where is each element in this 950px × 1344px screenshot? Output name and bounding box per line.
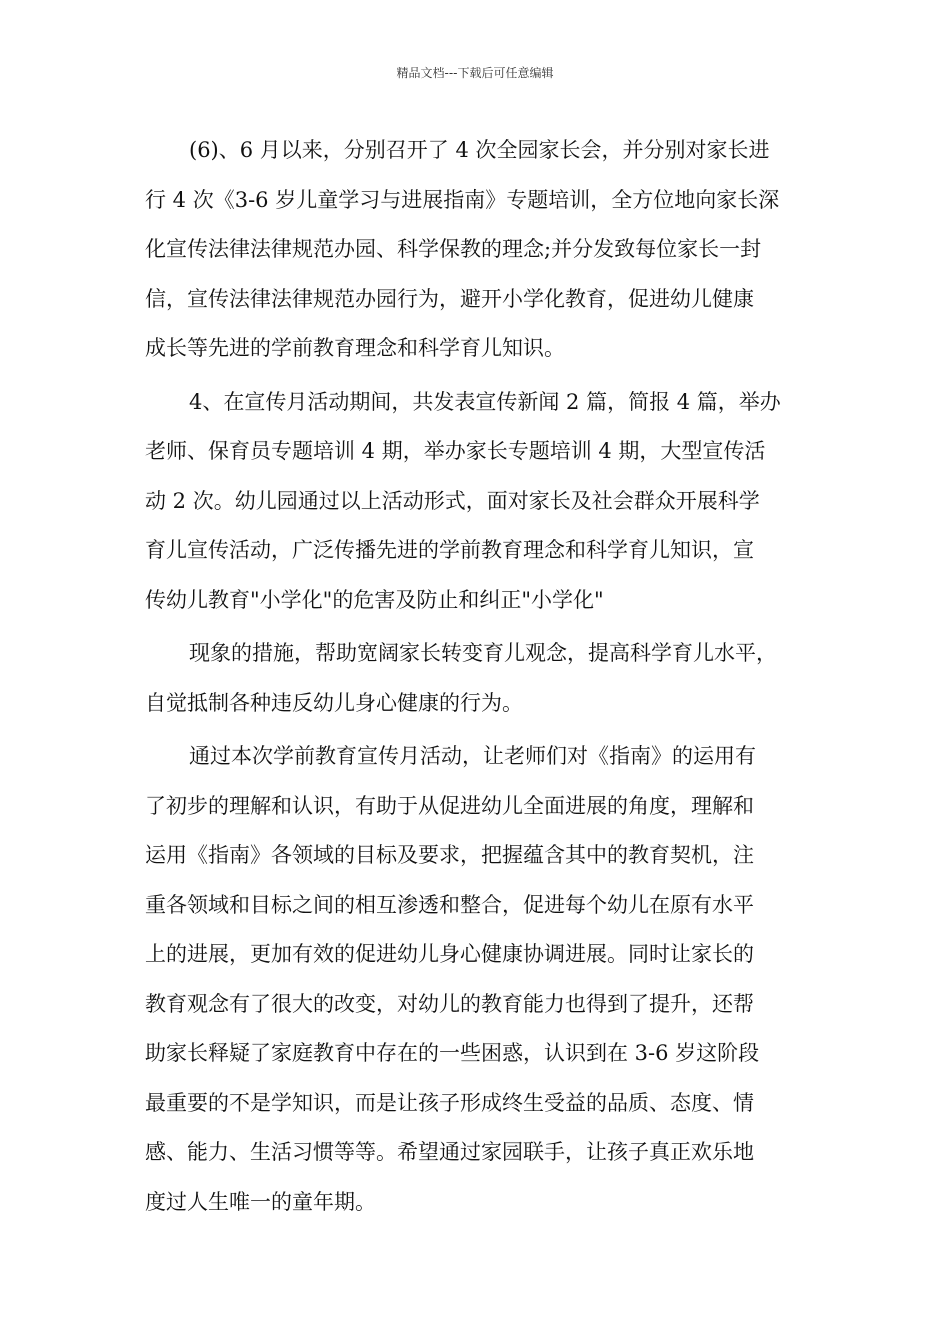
text-line: 运用《指南》各领域的目标及要求，把握蕴含其中的教育契机，注 bbox=[145, 843, 754, 867]
paragraph-publicity-summary bbox=[145, 378, 810, 626]
document-body bbox=[145, 126, 810, 1227]
text-line: 了初步的理解和认识，有助于从促进幼儿全面进展的角度，理解和 bbox=[145, 793, 754, 818]
text-line: 动 2 次。幼儿园通过以上活动形式，面对家长及社会群众开展科学 bbox=[145, 488, 760, 513]
text-line: 度过人生唯一的童年期。 bbox=[145, 1189, 376, 1214]
text-line: 老师、保育员专题培训 4 期，举办家长专题培训 4 期，大型宣传活 bbox=[145, 439, 766, 463]
text-line: 自觉抵制各种违反幼儿身心健康的行为。 bbox=[145, 690, 523, 715]
text-line: 现象的措施，帮助宽阔家长转变育儿观念，提高科学育儿水平， bbox=[189, 641, 777, 665]
text-line: 通过本次学前教育宣传月活动，让老师们对《指南》的运用有 bbox=[189, 744, 756, 768]
text-line: 育儿宣传活动，广泛传播先进的学前教育理念和科学育儿知识，宣 bbox=[145, 538, 754, 562]
text-line: 4、在宣传月活动期间，共发表宣传新闻 2 篇，简报 4 篇，举办 bbox=[189, 389, 781, 414]
text-line: 信，宣传法律法律规范办园行为，避开小学化教育，促进幼儿健康 bbox=[145, 286, 754, 311]
text-line: 教育观念有了很大的改变，对幼儿的教育能力也得到了提升，还帮 bbox=[145, 991, 754, 1016]
text-line: 最重要的不是学知识，而是让孩子形成终生受益的品质、态度、情 bbox=[145, 1090, 754, 1115]
text-line: 重各领域和目标之间的相互渗透和整合，促进每个幼儿在原有水平 bbox=[145, 892, 754, 917]
page-header: 精品文档---下载后可任意编辑 bbox=[396, 66, 554, 80]
paragraph-measures bbox=[145, 629, 810, 728]
text-line: 上的进展，更加有效的促进幼儿身心健康协调进展。同时让家长的 bbox=[145, 942, 754, 966]
paragraph-conclusion bbox=[145, 732, 810, 1227]
paragraph-parent-meetings bbox=[145, 126, 810, 374]
text-line: 助家长释疑了家庭教育中存在的一些困惑，认识到在 3-6 岁这阶段 bbox=[145, 1041, 760, 1065]
text-line: 传幼儿教育"小学化"的危害及防止和纠正"小学化" bbox=[145, 587, 604, 612]
text-line: (6)、6 月以来，分别召开了 4 次全园家长会，并分别对家长进 bbox=[189, 138, 770, 162]
text-line: 化宣传法律法律规范办园、科学保教的理念;并分发致每位家长一封 bbox=[145, 237, 762, 261]
text-line: 成长等先进的学前教育理念和科学育儿知识。 bbox=[145, 336, 565, 360]
text-line: 感、能力、生活习惯等等。希望通过家园联手，让孩子真正欢乐地 bbox=[145, 1140, 754, 1164]
text-line: 行 4 次《3-6 岁儿童学习与进展指南》专题培训，全方位地向家长深 bbox=[145, 187, 780, 212]
